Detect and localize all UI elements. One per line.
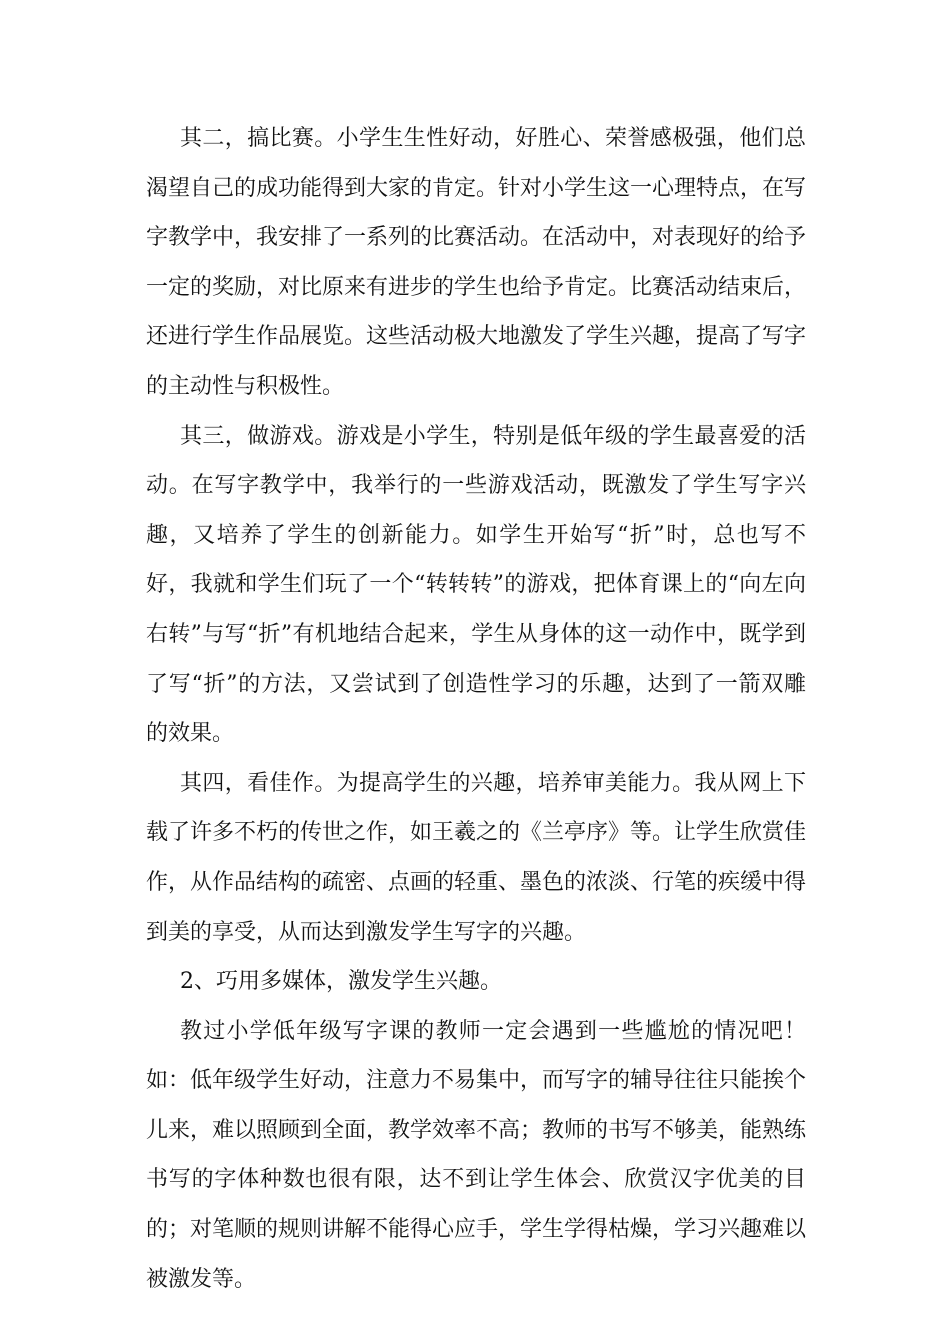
document-body	[146, 114, 806, 1304]
paragraph-competition: 其二，搞比赛。小学生生性好动，好胜心、荣誉感极强，他们总渴望自己的成功能得到大家的肯定。针对小学生这一心理特点，在写字教学中，我安排了一系列的比赛活动。在活动中，对表现好的给予一定的奖励，对比原来有进步的学生也给予肯定。比赛活动结束后，还进行学生作品展览。这些活动极大地激发了学生兴趣，提高了写字的主动性与积极性。	[146, 126, 807, 399]
paragraph-multimedia-heading: 2、巧用多媒体，激发学生兴趣。	[180, 969, 502, 995]
paragraph-teaching-challenges: 教过小学低年级写字课的教师一定会遇到一些尴尬的情况吧！如：低年级学生好动，注意力不易集中，而写字的辅导往往只能挨个儿来，难以照顾到全面，教学效率不高；教师的书写不够美，能熟练书写的字体种数也很有限，达不到让学生体会、欣赏汉字优美的目的；对笔顺的规则讲解不能得心应手，学生学得枯燥，学习兴趣难以被激发等。	[146, 1018, 807, 1292]
paragraph-games: 其三，做游戏。游戏是小学生，特别是低年级的学生最喜爱的活动。在写字教学中，我举行的一些游戏活动，既激发了学生写字兴趣，又培养了学生的创新能力。如学生开始写“折”时，总也写不好，我就和学生们玩了一个“转转转”的游戏，把体育课上的“向左向右转”与写“折”有机地结合起来，学生从身体的这一动作中，既学到了写“折”的方法，又尝试到了创造性学习的乐趣，达到了一箭双雕的效果。	[146, 423, 806, 747]
paragraph-masterpieces: 其四，看佳作。为提高学生的兴趣，培养审美能力。我从网上下载了许多不朽的传世之作，如王羲之的《兰亭序》等。让学生欣赏佳作，从作品结构的疏密、点画的轻重、墨色的浓淡、行笔的疾缓中得到美的享受，从而达到激发学生写字的兴趣。	[146, 770, 807, 945]
